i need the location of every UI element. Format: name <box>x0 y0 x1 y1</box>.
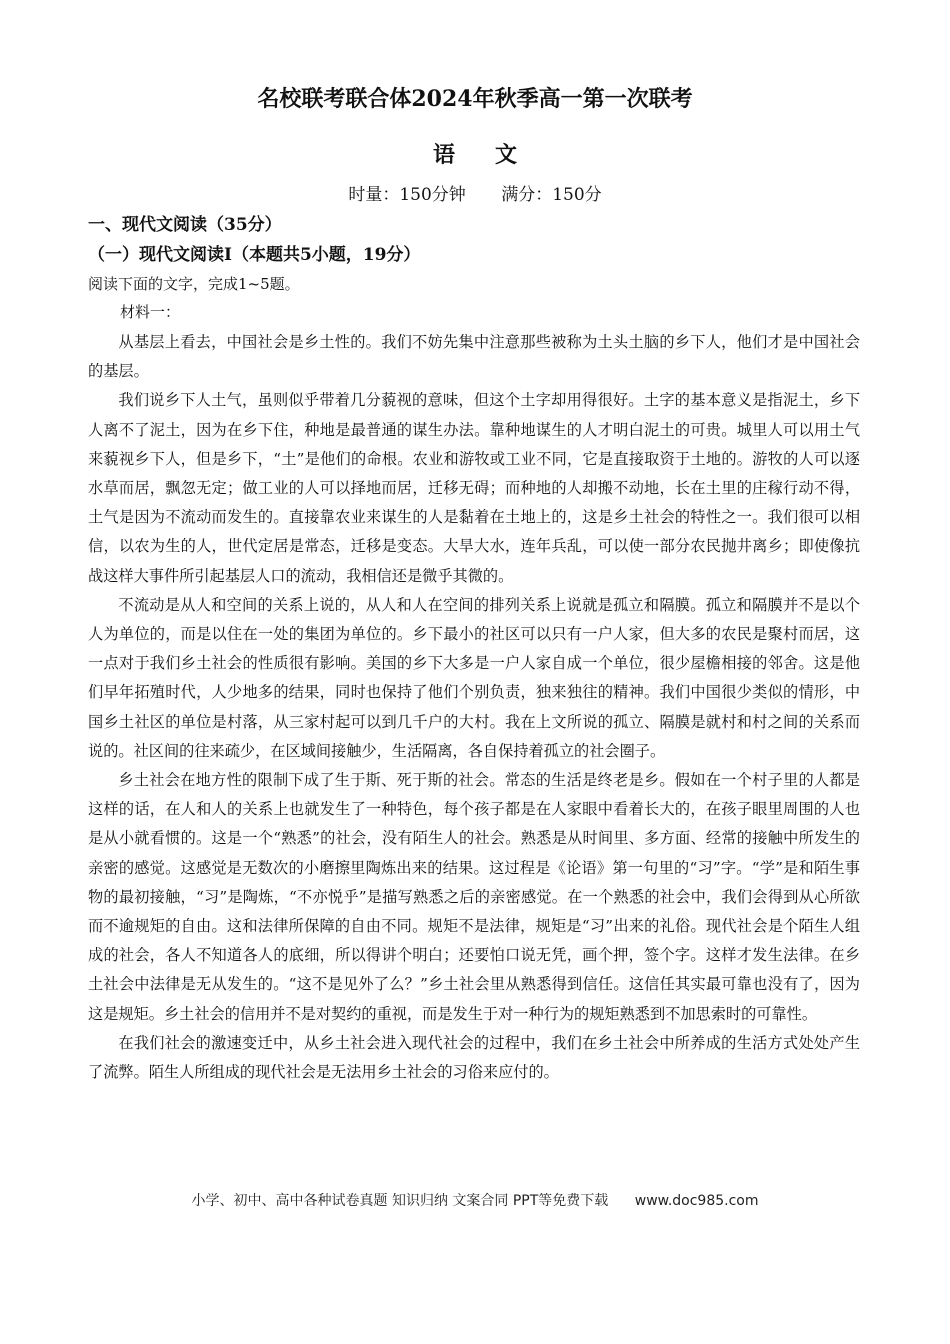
full-score: 满分：150分 <box>501 185 602 205</box>
footer-url[interactable]: www.doc985.com <box>634 1193 759 1209</box>
reading-instruction: 阅读下面的文字，完成1~5题。 <box>88 275 300 293</box>
paragraph-5: 在我们社会的激速变迁中，从乡土社会进入现代社会的过程中，我们在乡土社会中所养成的生活方式处处产生了流弊。陌生人所组成的现代社会是无法用乡土社会的习俗来应付的。 <box>88 1033 860 1082</box>
time-limit: 时量：150分钟 <box>348 185 466 205</box>
paragraph-3: 不流动是从人和空间的关系上说的，从人和人在空间的排列关系上说就是孤立和隔膜。孤立和隔膜并不是以个人为单位的，而是以住在一处的集团为单位的。乡下最小的社区可以只有一户人家，但大多的农民是聚村而居，这一点对于我们乡土社会的性质很有影响。美国的乡下大多是一户人家自成一个单位，很少屋檐相接的邻舍。这是他们早年拓殖时代，人少地多的结果，同时也保持了他们个别负责，独来独往的精神。我们中国很少类似的情形，中国乡土社区的单位是村落，从三家村起可以到几千户的大村。我在上文所说的孤立、隔膜是就村和村之间的关系而说的。社区间的往来疏少，在区域间接触少，生活隔离，各自保持着孤立的社会圈子。 <box>88 595 860 760</box>
page-footer <box>0 1190 950 1212</box>
exam-title: 名校联考联合体2024年秋季高一第一次联考 <box>257 86 693 112</box>
material-text <box>88 328 860 1087</box>
subsection-heading: （一）现代文阅读Ⅰ（本题共5小题，19分） <box>88 245 421 265</box>
paragraph-4: 乡土社会在地方性的限制下成了生于斯、死于斯的社会。常态的生活是终老是乡。假如在一个村子里的人都是这样的话，在人和人的关系上也就发生了一种特色，每个孩子都是在人家眼中看着长大的，在孩子眼里周围的人也是从小就看惯的。这是一个“熟悉”的社会，没有陌生人的社会。熟悉是从时间里、多方面、经常的接触中所发生的亲密的感觉。这感觉是无数次的小磨擦里陶炼出来的结果。这过程是《论语》第一句里的“习”字。“学”是和陌生事物的最初接触，“习”是陶炼，“不亦悦乎”是描写熟悉之后的亲密感觉。在一个熟悉的社会中，我们会得到从心所欲而不逾规矩的自由。这和法律所保障的自由不同。规矩不是法律，规矩是“习”出来的礼俗。现代社会是个陌生人组成的社会，各人不知道各人的底细，所以得讲个明白；还要怕口说无凭，画个押，签个字。这样才发生法律。在乡土社会中法律是无从发生的。“这不是见外了么？”乡土社会里从熟悉得到信任。这信任其实最可靠也没有了，因为这是规矩。乡土社会的信用并不是对契约的重视，而是发生于对一种行为的规矩熟悉到不加思索时的可靠性。 <box>88 771 860 1023</box>
footer-text: 小学、初中、高中各种试卷真题 知识归纳 文案合同 PPT等免费下载 <box>191 1193 609 1209</box>
exam-meta <box>0 182 950 208</box>
paragraph-1: 从基层上看去，中国社会是乡土性的。我们不妨先集中注意那些被称为土头土脑的乡下人，他们才是中国社会的基层。 <box>88 333 860 381</box>
paragraph-2: 我们说乡下人土气，虽则似乎带着几分藐视的意味，但这个土字却用得很好。土字的基本意义是指泥土，乡下人离不了泥土，因为在乡下住，种地是最普通的谋生办法。靠种地谋生的人才明白泥土的可贵。城里人可以用土气来藐视乡下人，但是乡下，“土”是他们的命根。农业和游牧或工业不同，它是直接取资于土地的。游牧的人可以逐水草而居，飘忽无定；做工业的人可以择地而居，迁移无碍；而种地的人却搬不动地，长在土里的庄稼行动不得，土气是因为不流动而发生的。直接靠农业来谋生的人是黏着在土地上的，这是乡土社会的特性之一。我们很可以相信，以农为生的人，世代定居是常态，迁移是变态。大旱大水，连年兵乱，可以使一部分农民抛井离乡；即使像抗战这样大事件所引起基层人口的流动，我相信还是微乎其微的。 <box>88 391 860 585</box>
subject-title: 语文 <box>432 142 557 168</box>
material-label: 材料一： <box>120 303 181 321</box>
section-heading: 一、现代文阅读（35分） <box>88 215 282 235</box>
